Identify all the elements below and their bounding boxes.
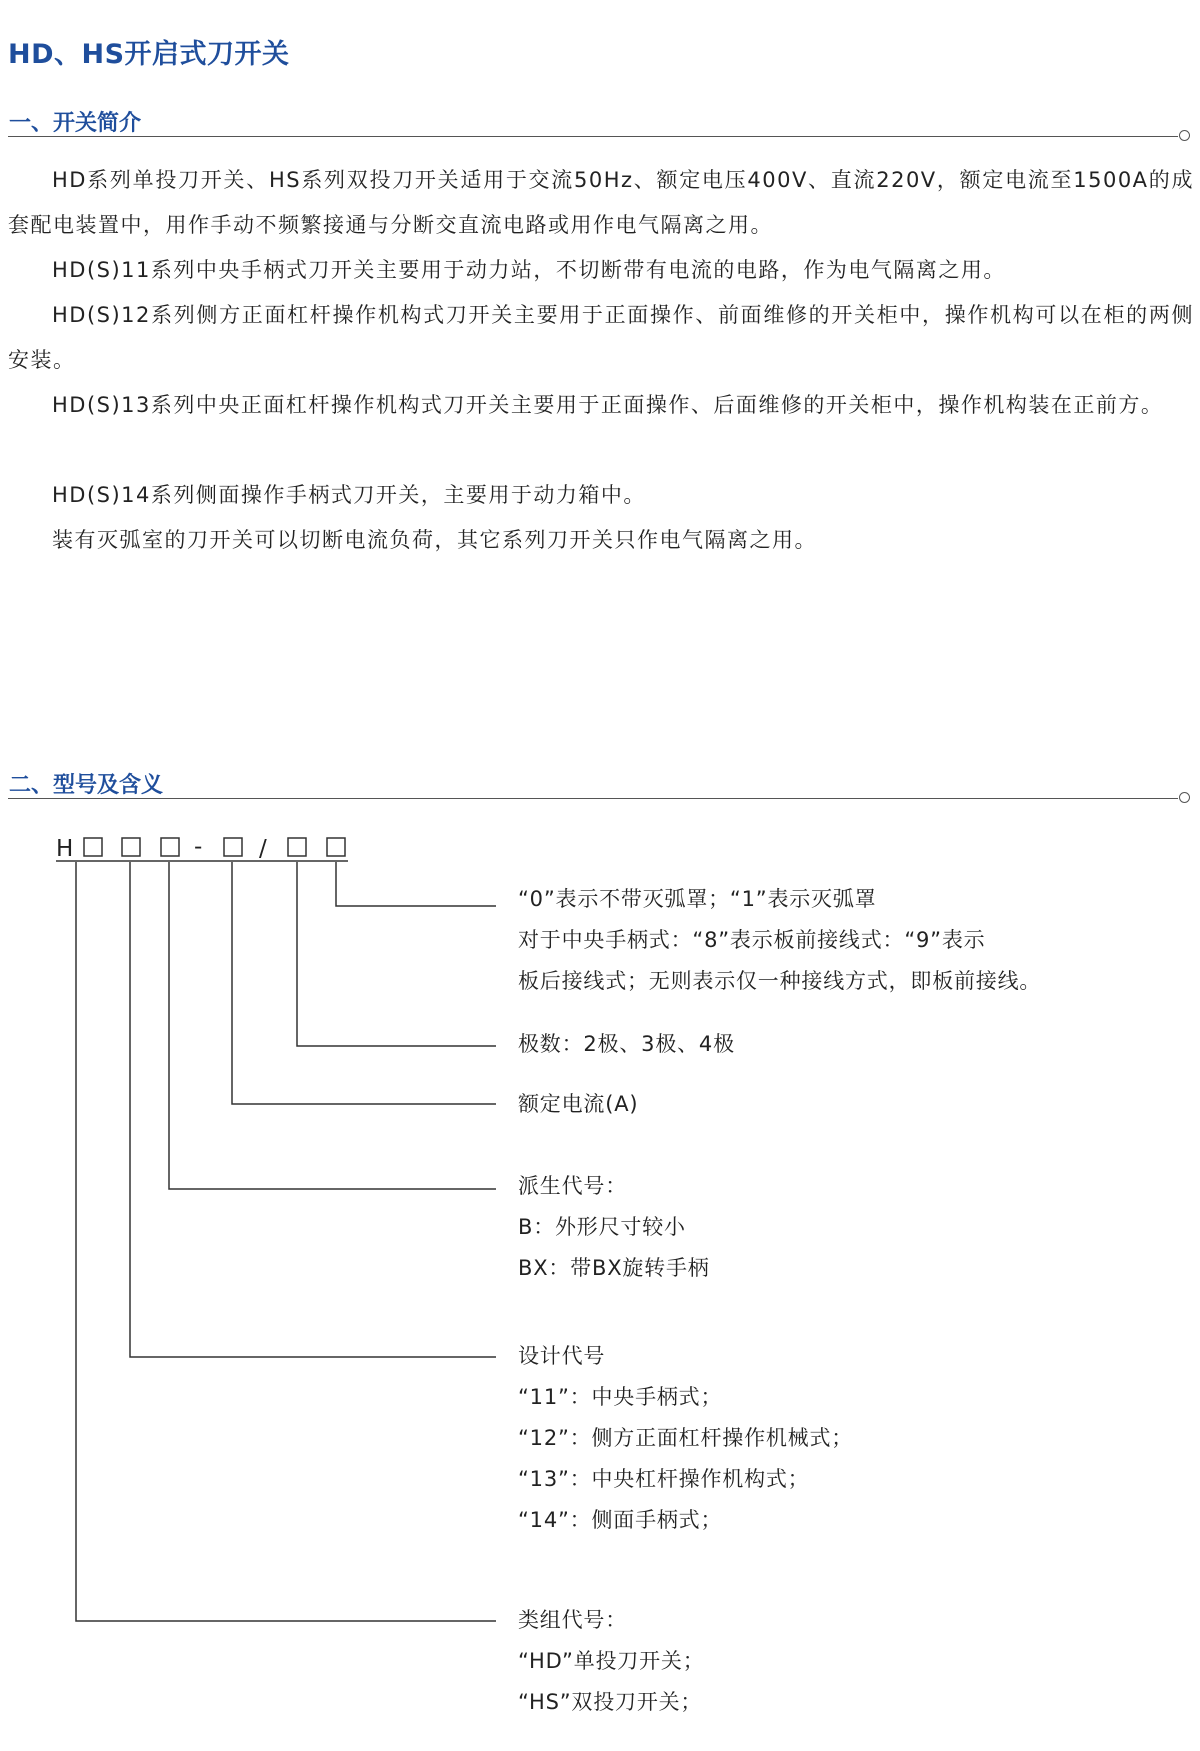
description-line: “13”：中央杠杆操作机构式； <box>518 1467 810 1491</box>
leader-line <box>169 862 496 1189</box>
code-description-derivative <box>518 1166 710 1289</box>
intro-paragraph: HD(S)11系列中央手柄式刀开关主要用于动力站，不切断带有电流的电路，作为电气隔离之用。 <box>52 258 1006 282</box>
leader-line <box>297 862 496 1046</box>
description-line: 极数：2极、3极、4极 <box>518 1032 735 1056</box>
description-line: “14”：侧面手柄式； <box>518 1508 723 1532</box>
leader-line <box>76 862 496 1621</box>
description-line: B：外形尺寸较小 <box>518 1215 686 1239</box>
description-line: 对于中央手柄式：“8”表示板前接线式：“9”表示 <box>518 928 986 952</box>
description-line: 类组代号： <box>518 1608 627 1632</box>
code-prefix: H <box>56 836 74 862</box>
leader-line <box>130 862 496 1357</box>
code-box <box>161 838 179 856</box>
intro-paragraph: 装有灭弧室的刀开关可以切断电流负荷，其它系列刀开关只作电气隔离之用。 <box>52 528 817 552</box>
code-description-current <box>518 1084 638 1125</box>
description-line: “HS”双投刀开关； <box>518 1690 703 1714</box>
description-line: 额定电流(A) <box>518 1092 639 1116</box>
code-box <box>84 838 102 856</box>
code-description-arc-chute <box>518 879 1041 1002</box>
intro-paragraph: HD系列单投刀开关、HS系列双投刀开关适用于交流50Hz、额定电压400V、直流220V，额定电流至1500A的成套配电装置中，用作手动不频繁接通与分断交直流电路或用作电气隔离之用。 <box>8 168 1194 237</box>
code-description-category <box>518 1600 705 1723</box>
section-heading-label: 一、开关简介 <box>9 111 142 136</box>
code-box <box>288 838 306 856</box>
description-line: 板后接线式；无则表示仅一种接线方式，即板前接线。 <box>518 969 1042 993</box>
intro-paragraph: HD(S)12系列侧方正面杠杆操作机构式刀开关主要用于正面操作、前面维修的开关柜中，操作机构可以在柜的两侧安装。 <box>8 303 1194 372</box>
code-description-design <box>518 1336 853 1541</box>
leader-line <box>232 862 496 1104</box>
description-line: “HD”单投刀开关； <box>518 1649 705 1673</box>
description-line: 派生代号： <box>518 1174 627 1198</box>
leader-line <box>336 862 496 906</box>
section-heading-label: 二、型号及含义 <box>9 773 164 798</box>
description-line: BX：带BX旋转手柄 <box>518 1256 710 1280</box>
description-line: 设计代号 <box>518 1344 606 1368</box>
code-box <box>122 838 140 856</box>
intro-paragraph: HD(S)14系列侧面操作手柄式刀开关，主要用于动力箱中。 <box>52 483 646 507</box>
code-slash: / <box>259 836 267 862</box>
code-dash: - <box>194 834 203 860</box>
code-description-poles <box>518 1024 735 1065</box>
page-title: HD、HS开启式刀开关 <box>8 39 290 70</box>
intro-paragraph: HD(S)13系列中央正面杠杆操作机构式刀开关主要用于正面操作、后面维修的开关柜中，操作机构装在正前方。 <box>52 393 1164 417</box>
description-line: “12”：侧方正面杠杆操作机械式； <box>518 1426 854 1450</box>
code-box <box>224 838 242 856</box>
description-line: “0”表示不带灭弧罩；“1”表示灭弧罩 <box>518 887 877 911</box>
description-line: “11”：中央手柄式； <box>518 1385 723 1409</box>
code-box <box>327 838 345 856</box>
